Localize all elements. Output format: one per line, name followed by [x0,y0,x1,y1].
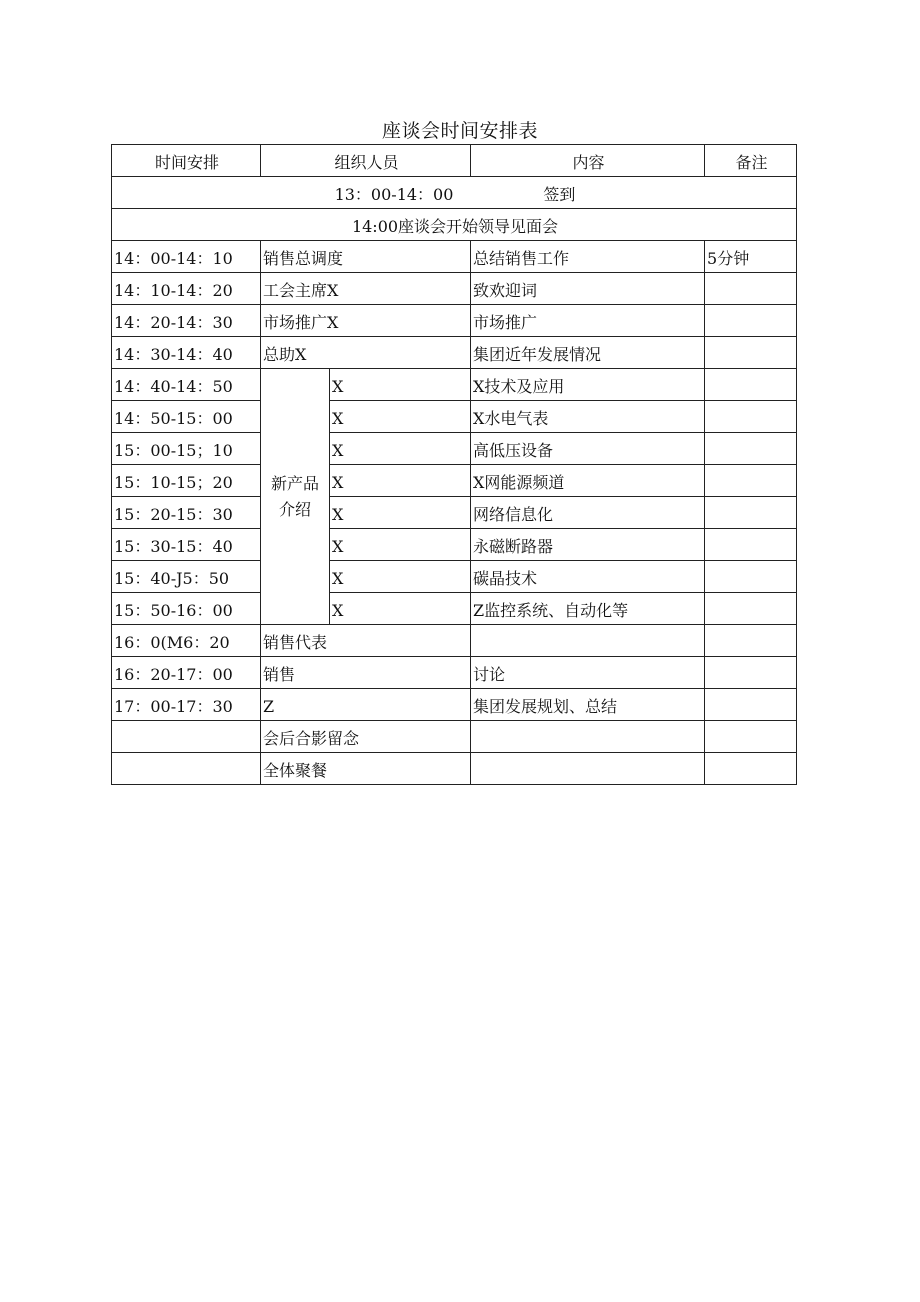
row-time: 14：50-15：00 [112,401,261,433]
row-content: 致欢迎词 [471,273,705,305]
row-person: X [330,529,471,561]
signin-row [112,177,797,209]
row-note [705,529,797,561]
row-person: 全体聚餐 [261,753,471,785]
row-note [705,305,797,337]
row-time: 14：20-14：30 [112,305,261,337]
row-time: 14：40-14：50 [112,369,261,401]
row-content: 碳晶技术 [471,561,705,593]
row-person: X [330,369,471,401]
opening-text: 14:00座谈会开始领导见面会 [112,209,797,241]
row-note [705,657,797,689]
row-person: X [330,497,471,529]
table-row [112,433,797,465]
row-note [705,625,797,657]
row-person: 工会主席X [261,273,471,305]
row-note: 5分钟 [705,241,797,273]
document-title: 座谈会时间安排表 [381,120,538,142]
opening-row [112,209,797,241]
row-content [471,753,705,785]
row-person: 总助X [261,337,471,369]
header-content: 内容 [471,145,705,177]
row-time: 14：10-14：20 [112,273,261,305]
table-row [112,465,797,497]
row-note [705,433,797,465]
table-row [112,625,797,657]
row-content: 高低压设备 [471,433,705,465]
row-person: X [330,401,471,433]
row-time: 15：00-15；10 [112,433,261,465]
row-content: 永磁断路器 [471,529,705,561]
row-content: X水电气表 [471,401,705,433]
row-content [471,625,705,657]
row-note [705,561,797,593]
row-note [705,721,797,753]
table-row [112,721,797,753]
table-row [112,497,797,529]
row-person: Z [261,689,471,721]
row-content: 市场推广 [471,305,705,337]
row-content: 集团近年发展情况 [471,337,705,369]
signin-label: 签到 [543,185,576,204]
row-time: 15：40-J5：50 [112,561,261,593]
row-person: X [330,561,471,593]
row-person: 会后合影留念 [261,721,471,753]
row-time: 17：00-17：30 [112,689,261,721]
header-row [112,145,797,177]
row-content: 网络信息化 [471,497,705,529]
row-content: 集团发展规划、总结 [471,689,705,721]
row-person: 销售 [261,657,471,689]
row-time [112,753,261,785]
header-organizer: 组织人员 [261,145,471,177]
new-product-label: 新产品介绍 [270,473,319,519]
schedule-table [111,144,797,785]
row-content: Z监控系统、自动化等 [471,593,705,625]
row-note [705,689,797,721]
row-person: X [330,433,471,465]
table-row [112,273,797,305]
table-row [112,561,797,593]
row-person: X [330,465,471,497]
row-time: 14：00-14：10 [112,241,261,273]
new-product-group-cell [261,369,330,625]
table-row [112,689,797,721]
row-note [705,593,797,625]
row-time: 15：30-15：40 [112,529,261,561]
row-time: 16：20-17：00 [112,657,261,689]
row-time: 15：50-16：00 [112,593,261,625]
row-note [705,273,797,305]
row-content: 总结销售工作 [471,241,705,273]
table-row [112,401,797,433]
signin-time: 13：00-14：00 [334,185,454,204]
table-row [112,337,797,369]
header-time: 时间安排 [112,145,261,177]
table-row [112,529,797,561]
row-person: X [330,593,471,625]
row-time: 15：20-15：30 [112,497,261,529]
row-note [705,337,797,369]
row-person: 市场推广X [261,305,471,337]
row-time: 14：30-14：40 [112,337,261,369]
row-time: 16：0(M6：20 [112,625,261,657]
row-content: X技术及应用 [471,369,705,401]
table-row [112,593,797,625]
row-note [705,465,797,497]
row-person: 销售代表 [261,625,471,657]
table-row [112,657,797,689]
table-row [112,241,797,273]
row-time: 15：10-15；20 [112,465,261,497]
row-content: X网能源频道 [471,465,705,497]
row-person: 销售总调度 [261,241,471,273]
row-content: 讨论 [471,657,705,689]
row-content [471,721,705,753]
row-note [705,753,797,785]
header-note: 备注 [705,145,797,177]
row-note [705,369,797,401]
row-note [705,401,797,433]
table-row [112,369,797,401]
row-time [112,721,261,753]
table-row [112,753,797,785]
row-note [705,497,797,529]
table-row [112,305,797,337]
